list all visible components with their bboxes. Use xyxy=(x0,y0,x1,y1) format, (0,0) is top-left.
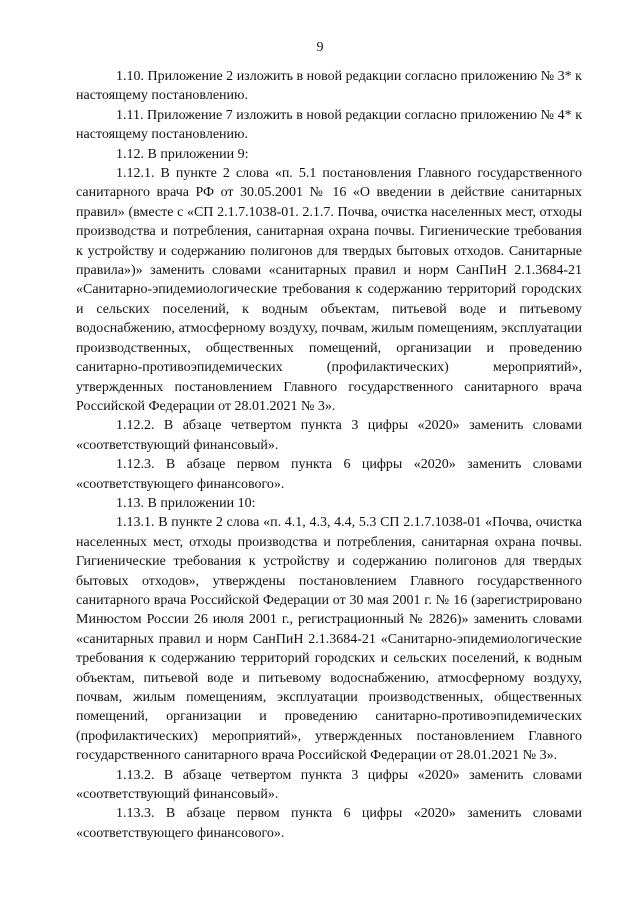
page-number: 9 xyxy=(316,40,324,55)
paragraph-1-12: 1.12. В приложении 9: xyxy=(116,146,249,162)
paragraph-1-13-3: 1.13.3. В абзаце первом пункта 6 цифры «2020» заменить словами «соответствующего финансового». xyxy=(76,806,582,841)
document-body xyxy=(76,67,582,843)
paragraph-1-13-1: 1.13.1. В пункте 2 слова «п. 4.1, 4.3, 4.4, 5.3 СП 2.1.7.1038-01 «Почва, очистка населенных мест, отходы производства и потребления, санитарная охрана почвы. Гигиенические требования к устройству и содержанию полигонов для твердых бытовых отходов», утверждены постановлением Главного государственного санитарного врача Российской Федерации от 30 мая 2001 г. № 16 (зарегистрировано Минюстом России 26 июля 2001 г., регистрационный № 2826)» заменить словами «санитарных правил и норм СанПиН 2.1.3684-21 «Санитарно-эпидемиологические требования к содержанию территорий городских и сельских поселений, к водным объектам, питьевой воде и питьевому водоснабжению, атмосферному воздуху, почвам, жилым помещениям, эксплуатации производственных, общественных помещений, организации и проведению санитарно-противоэпидемических (профилактических) мероприятий», утвержденных постановлением Главного государственного санитарного врача Российской Федерации от 28.01.2021 № 3». xyxy=(76,515,582,764)
paragraph-1-12-1: 1.12.1. В пункте 2 слова «п. 5.1 постановления Главного государственного санитарного врача РФ от 30.05.2001 № 16 «О введении в действие санитарных правил» (вместе с «СП 2.1.7.1038-01. 2.1.7. Почва, очистка населенных мест, отходы производства и потребления, санитарная охрана почвы. Гигиенические требования к устройству и содержанию полигонов для твердых бытовых отходов. Санитарные правила»)» заменить словами «санитарных правил и норм СанПиН 2.1.3684-21 «Санитарно-эпидемиологические требования к содержанию территорий городских и сельских поселений, к водным объектам, питьевой воде и питьевому водоснабжению, атмосферному воздуху, почвам, жилым помещениям, эксплуатации производственных, общественных помещений, организации и проведению санитарно-противоэпидемических (профилактических) мероприятий», утвержденных постановлением Главного государственного санитарного врача Российской Федерации от 28.01.2021 № 3». xyxy=(76,166,582,414)
paragraph-1-11: 1.11. Приложение 7 изложить в новой редакции согласно приложению № 4* к настоящему постановлению. xyxy=(76,107,582,143)
paragraph-1-13: 1.13. В приложении 10: xyxy=(116,495,256,511)
paragraph-1-12-2: 1.12.2. В абзаце четвертом пункта 3 цифры «2020» заменить словами «соответствующий финансовый». xyxy=(76,418,582,453)
paragraph-1-13-2: 1.13.2. В абзаце четвертом пункта 3 цифры «2020» заменить словами «соответствующий финансовый». xyxy=(76,767,582,803)
paragraph-1-10: 1.10. Приложение 2 изложить в новой редакции согласно приложению № 3* к настоящему постановлению. xyxy=(76,69,582,104)
paragraph-1-12-3: 1.12.3. В абзаце первом пункта 6 цифры «2020» заменить словами «соответствующего финансового». xyxy=(76,457,582,492)
